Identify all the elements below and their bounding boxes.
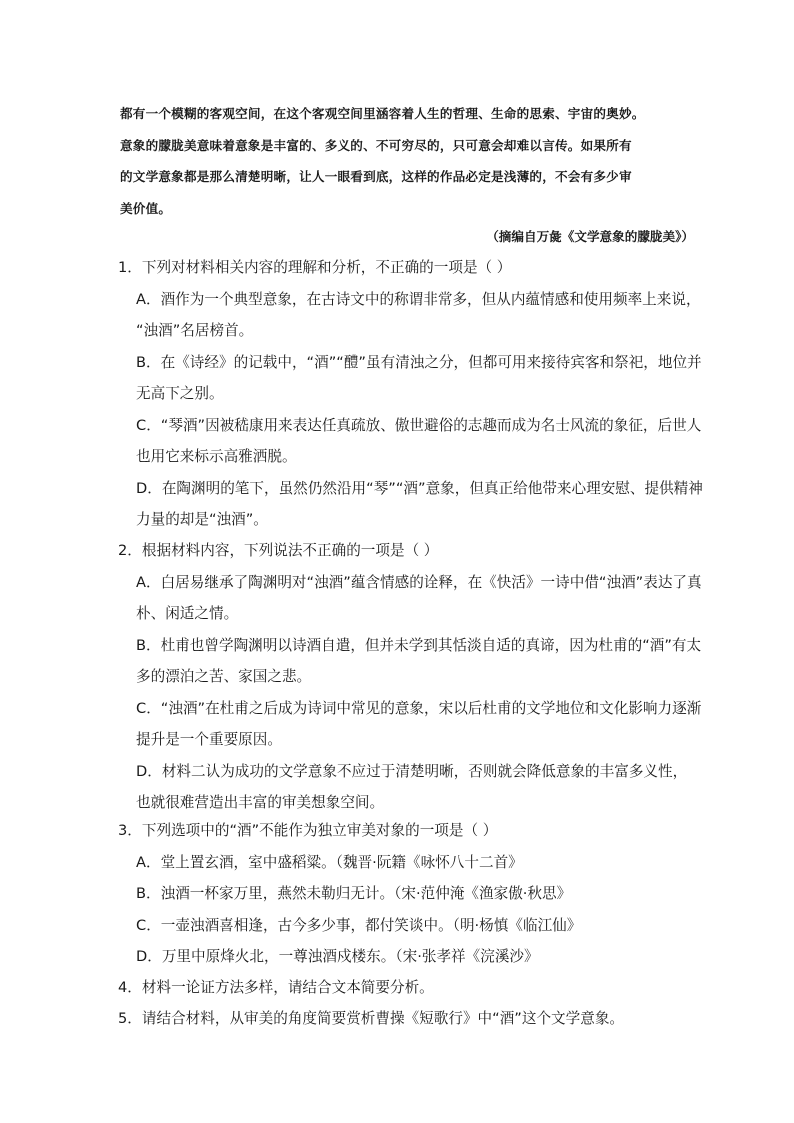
passage xyxy=(120,98,680,224)
option-a: A．白居易继承了陶渊明对“浊酒”蕴含情感的诠释，在《快活》一诗中借“浊酒”表达了真 xyxy=(136,573,702,591)
question-stem: 4．材料一论证方法多样，请结合文本简要分析。 xyxy=(118,979,434,996)
option-b: B．浊酒一杯家万里，燕然未勒归无计。（宋·范仲淹《渔家傲·秋思》 xyxy=(136,885,572,902)
option-d: D．万里中原烽火北，一尊浊酒戍楼东。（宋·张孝祥《浣溪沙》 xyxy=(136,948,539,965)
question-stem: 2．根据材料内容，下列说法不正确的一项是（ ） xyxy=(118,542,439,559)
passage-line: 美价值。 xyxy=(120,200,172,216)
question-4 xyxy=(118,972,698,1004)
question-3 xyxy=(118,815,698,973)
option-d: D．在陶渊明的笔下，虽然仍然沿用“琴”“酒”意象，但真正给他带来心理安慰、提供精神 xyxy=(136,479,703,497)
option-d-cont: 力量的却是“浊酒”。 xyxy=(136,511,268,528)
option-b-cont: 无高下之别。 xyxy=(136,385,224,402)
question-stem: 5．请结合材料，从审美的角度简要赏析曹操《短歌行》中“酒”这个文学意象。 xyxy=(118,1010,625,1027)
option-a-cont: “浊酒”名居榜首。 xyxy=(136,322,254,339)
question-5 xyxy=(118,1003,698,1035)
option-c-cont: 提升是一个重要原因。 xyxy=(136,731,282,748)
option-b: B．杜甫也曾学陶渊明以诗酒自遣，但并未学到其恬淡自适的真谛，因为杜甫的“酒”有太 xyxy=(136,636,702,654)
option-c-cont: 也用它来标示高雅洒脱。 xyxy=(136,448,297,465)
option-a: A．堂上置玄酒，室中盛稻粱。（魏晋·阮籍《咏怀八十二首》 xyxy=(136,853,523,871)
option-c: C．一壶浊酒喜相逢，古今多少事，都付笑谈中。（明·杨慎《临江仙》 xyxy=(136,916,582,934)
passage-source: （摘编自万彘《文学意象的朦胧美》） xyxy=(486,229,694,244)
passage-line: 的文学意象都是那么清楚明晰，让人一眼看到底，这样的作品必定是浅薄的，不会有多少审 xyxy=(120,169,632,184)
question-1 xyxy=(118,252,703,536)
question-2 xyxy=(118,535,702,819)
option-c: C．“浊酒”在杜甫之后成为诗词中常见的意象，宋以后杜甫的文学地位和文化影响力逐渐 xyxy=(136,699,702,717)
option-b-cont: 多的漂泊之苦、家国之悲。 xyxy=(136,668,312,685)
question-stem: 3．下列选项中的“酒”不能作为独立审美对象的一项是（ ） xyxy=(118,822,498,839)
option-b: B．在《诗经》的记载中，“酒”“醴”虽有清浊之分，但都可用来接待宾客和祭祀，地位并 xyxy=(136,353,702,371)
passage-line: 都有一个模糊的客观空间，在这个客观空间里涵容着人生的哲理、生命的思索、宇宙的奥妙。 xyxy=(120,106,645,121)
option-a-cont: 朴、闲适之情。 xyxy=(136,605,239,622)
option-d-cont: 也就很难营造出丰富的审美想象空间。 xyxy=(136,794,385,811)
passage-line: 意象的朦胧美意味着意象是丰富的、多义的、不可穷尽的，只可意会却难以言传。如果所有 xyxy=(120,137,632,153)
option-a: A．酒作为一个典型意象，在古诗文中的称谓非常多，但从内蕴情感和使用频率上来说， xyxy=(136,290,701,308)
question-stem: 1．下列对材料相关内容的理解和分析，不正确的一项是（ ） xyxy=(118,259,512,276)
option-c: C．“琴酒”因被嵇康用来表达任真疏放、傲世避俗的志趣而成为名士风流的象征，后世人 xyxy=(136,416,702,434)
option-d: D．材料二认为成功的文学意象不应过于清楚明晰，否则就会降低意象的丰富多义性， xyxy=(136,762,688,780)
